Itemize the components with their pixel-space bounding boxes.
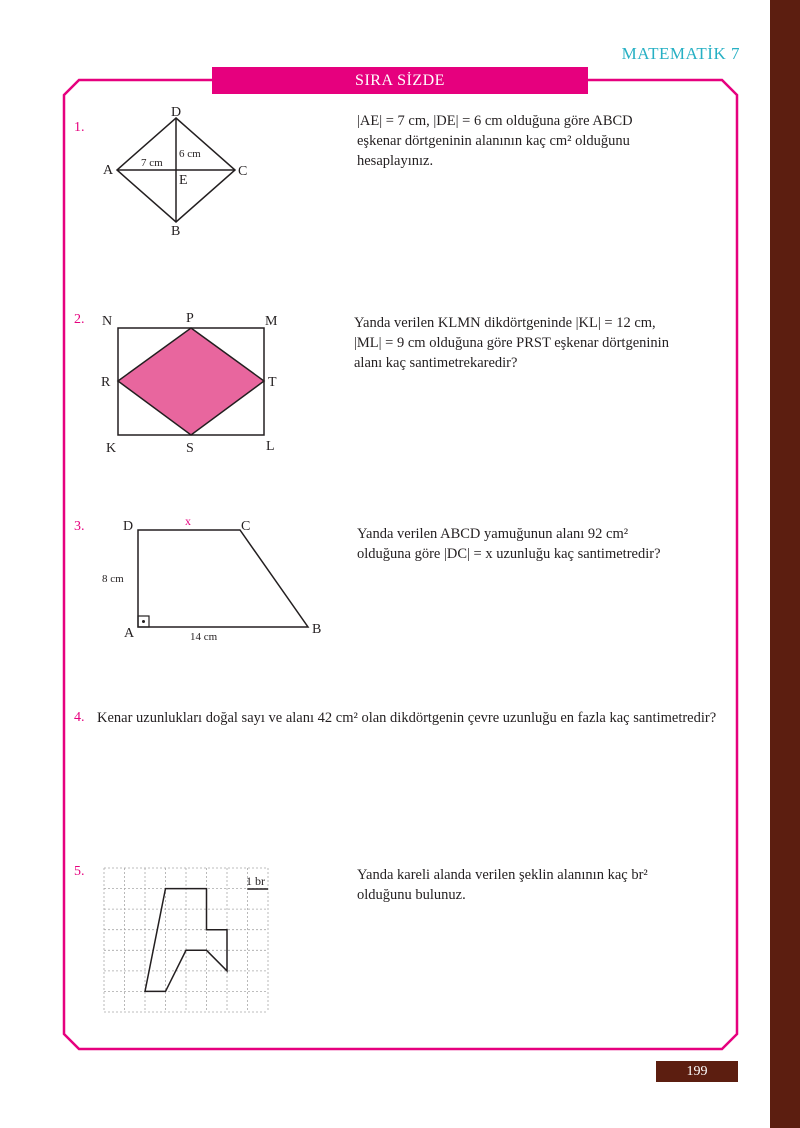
question-4-number: 4. — [74, 710, 85, 725]
label-d: D — [123, 519, 134, 534]
right-angle-dot — [142, 620, 145, 623]
label-ae-length: 7 cm — [141, 157, 163, 169]
question-2-rectangle-figure — [95, 305, 295, 465]
question-5-grid-figure — [100, 865, 275, 1015]
trapezoid-abcd — [138, 530, 308, 627]
label-base: 14 cm — [190, 631, 218, 643]
label-b: B — [171, 224, 181, 239]
rhombus-prst — [118, 328, 264, 435]
label-l: L — [266, 439, 275, 454]
label-height: 8 cm — [102, 573, 124, 585]
label-de-length: 6 cm — [179, 148, 201, 160]
question-4-text: Kenar uzunlukları doğal sayı ve alanı 42 cm² olan dikdörtgenin çevre uzunluğu en fazla kaç santimetredir? — [97, 710, 717, 726]
unit-label: 1 br — [246, 874, 265, 888]
label-a: A — [103, 163, 114, 178]
label-k: K — [106, 441, 117, 456]
question-2-text: Yanda verilen KLMN dikdörtgeninde |KL| = 12 cm, |ML| = 9 cm olduğuna göre PRST eşkenar dörtgeninin alanı kaç santimetrekaredir? — [354, 315, 669, 371]
label-n: N — [102, 314, 113, 329]
label-b: B — [312, 622, 322, 637]
section-banner: SIRA SİZDE — [212, 67, 588, 94]
label-e: E — [179, 173, 188, 188]
question-3-text: Yanda verilen ABCD yamuğunun alanı 92 cm² olduğuna göre |DC| = x uzunluğu kaç santimetredir? — [357, 526, 661, 562]
question-1-number: 1. — [74, 120, 85, 135]
question-5-text: Yanda kareli alanda verilen şeklin alanının kaç br² olduğunu bulunuz. — [357, 867, 648, 903]
question-3-trapezoid-figure — [95, 505, 335, 645]
question-1-text: |AE| = 7 cm, |DE| = 6 cm olduğuna göre ABCD eşkenar dörtgeninin alanının kaç cm² olduğunu hesaplayınız. — [357, 113, 633, 169]
page-header-title: MATEMATİK 7 — [621, 44, 740, 63]
question-2-number: 2. — [74, 312, 85, 327]
label-r: R — [101, 375, 111, 390]
label-p: P — [186, 311, 194, 326]
dotted-grid — [104, 868, 268, 1012]
label-x: x — [185, 514, 191, 528]
question-3-number: 3. — [74, 519, 85, 534]
label-a: A — [124, 626, 135, 641]
label-m: M — [265, 314, 278, 329]
label-c: C — [238, 164, 248, 179]
label-c: C — [241, 519, 251, 534]
page-number: 199 — [656, 1061, 738, 1082]
question-1-rhombus-figure — [95, 100, 265, 240]
label-t: T — [268, 375, 277, 390]
question-5-number: 5. — [74, 864, 85, 879]
label-s: S — [186, 441, 194, 456]
label-d: D — [171, 105, 182, 120]
